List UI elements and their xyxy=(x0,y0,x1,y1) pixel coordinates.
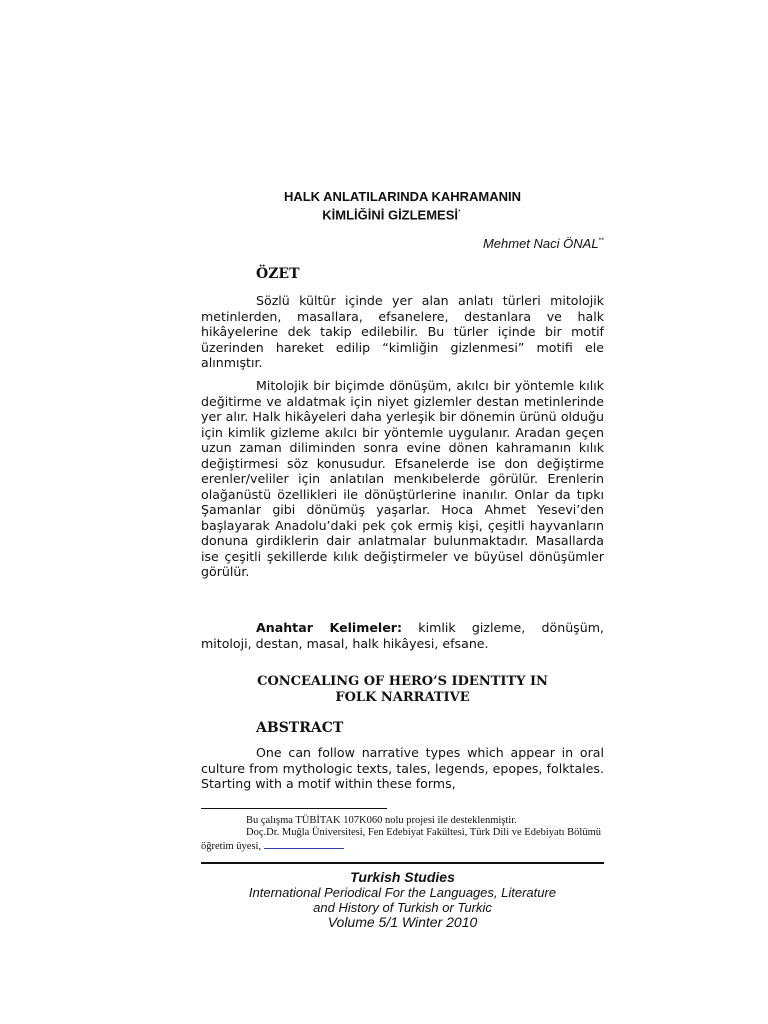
title-line-2: KİMLİĞİNİ GİZLEMESİ xyxy=(322,207,459,223)
ozet-heading: ÖZET xyxy=(256,266,300,282)
author-name xyxy=(483,236,604,251)
keywords-paragraph xyxy=(201,620,604,651)
title-line-1: HALK ANLATILARINDA KAHRAMANIN xyxy=(283,189,522,204)
author-text: Mehmet Naci ÖNAL xyxy=(482,236,599,251)
title-line-2-wrap xyxy=(201,205,604,223)
title-footnote-mark: * xyxy=(458,209,461,216)
english-title xyxy=(201,674,604,706)
footnote-separator xyxy=(201,808,387,809)
journal-subtitle-1: International Periodical For the Languages, Literature xyxy=(248,885,557,900)
footer-rule xyxy=(201,862,604,864)
keywords-list: kimlik gizleme, dönüşüm, mitoloji, destan, masal, halk hikâyesi, efsane. xyxy=(201,620,604,651)
ozet-paragraph-2: Mitolojik bir biçimde dönüşüm, akılcı bir yöntemle kılık değitirme ve aldatmak için niyet gizlemler destan metinlerinde yer alır. Halk hikâyeleri daha yerleşik bir dönemin ürünü olduğu için kimlik gizleme akılcı bir yöntemle uygulanır. Aradan geçen uzun zaman diliminden sonra evine dönen kahramanın kılık değiştirmesi söz konusudur. Efsanelerde ise don değiştirme erenler/veliler için anlatılan menkıbelerde görülür. Erenlerin olağanüstü özellikleri ile dönüştürlerine inanılır. Onlar da tıpkı Şamanlar gibi dönümüş yaşarlar. Hoca Ahmet Yesevi’den başlayarak Anadolu’daki pek çok ermiş kişi, çeşitli hayvanların donuna girdiklerin dair anlatmalar bulunmaktadır. Masallarda ise çeşitli şekillerde kılık değiştirmeler ve büyüsel dönüşümler görülür. xyxy=(201,378,604,579)
journal-footer xyxy=(201,870,604,930)
keywords-label: Anahtar Kelimeler: xyxy=(256,620,403,635)
footnote-2 xyxy=(201,826,604,853)
abstract-heading: ABSTRACT xyxy=(256,720,344,736)
paper-title xyxy=(201,189,604,223)
english-title-line-1: CONCEALING OF HERO’S IDENTITY IN xyxy=(257,674,548,689)
english-title-line-2: FOLK NARRATIVE xyxy=(335,690,470,705)
abstract-paragraph-1: One can follow narrative types which appear in oral culture from mythologic texts, tales, legends, epopes, folktales. Starting with a motif within these forms, xyxy=(201,745,604,791)
footnote-2-text: Doç.Dr. Muğla Üniversitesi, Fen Edebiyat Fakültesi, Türk Dili ve Edebiyatı Bölümü öğretim üyesi, xyxy=(201,827,602,852)
journal-volume: Volume 5/1 Winter 2010 xyxy=(327,914,478,930)
author-footnote-mark: ** xyxy=(598,237,604,245)
journal-subtitle-2: and History of Turkish or Turkic xyxy=(313,900,492,915)
author-email-link[interactable] xyxy=(264,839,344,849)
journal-name: Turkish Studies xyxy=(350,869,455,885)
ozet-paragraph-1: Sözlü kültür içinde yer alan anlatı türleri mitolojik metinlerden, masallara, efsanelere, destanlara ve halk hikâyelerine dek takip edilebilir. Bu türler içinde bir motif üzerinden hareket edilip “kimliğin gizlenmesi” motifi ele alınmıştır. xyxy=(201,293,604,370)
footnote-1: Bu çalışma TÜBİTAK 107K060 nolu projesi ile desteklenmiştir. xyxy=(246,815,517,826)
